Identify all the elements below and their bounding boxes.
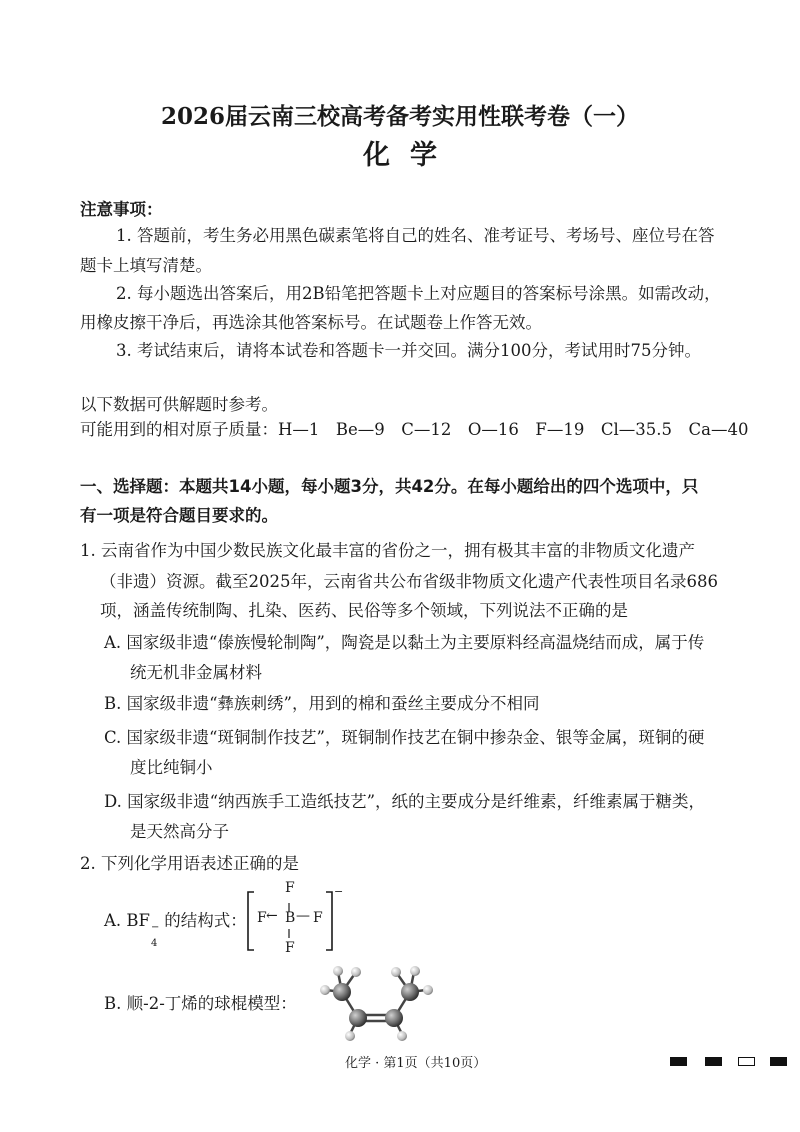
q2-option-b: B. 顺-2-丁烯的球棍模型： <box>104 994 297 1013</box>
struct-f-right: F <box>313 910 323 926</box>
struct-f-top: F <box>285 880 295 896</box>
q1-option-d-cont: 是天然高分子 <box>130 822 229 841</box>
notice-line: 题卡上填写清楚。 <box>80 256 212 275</box>
q1-option-a: A. 国家级非遗“傣族慢轮制陶”，陶瓷是以黏土为主要原料经高温烧结而成，属于传 <box>104 633 705 652</box>
reference-intro: 以下数据可供解题时参考。 <box>80 395 278 414</box>
q2-bf4-superscript: − <box>150 922 160 933</box>
page-footer: 化学 · 第1页（共10页） <box>345 1056 487 1071</box>
section-heading: 有一项是符合题目要求的。 <box>80 506 278 525</box>
notice-line: 3. 考试结束后，请将本试卷和答题卡一并交回。满分100分，考试用时75分钟。 <box>116 341 701 360</box>
section-heading: 一、选择题：本题共14小题，每小题3分，共42分。在每小题给出的四个选项中，只 <box>80 477 699 496</box>
q2-option-a <box>104 911 247 949</box>
q2-option-a-label: A. BF <box>104 911 150 930</box>
q1-option-a-cont: 统无机非金属材料 <box>130 663 262 682</box>
notice-line: 用橡皮擦干净后，再选涂其他答案标号。在试题卷上作答无效。 <box>80 313 542 332</box>
q2-option-a-tail: 的结构式： <box>158 911 247 930</box>
struct-bond-dash: — <box>296 908 310 924</box>
struct-f-bottom: F <box>285 940 295 956</box>
exam-title: 2026届云南三校高考备考实用性联考卷（一） <box>160 103 639 130</box>
q1-stem: 项，涵盖传统制陶、扎染、医药、民俗等多个领域，下列说法不正确的是 <box>100 601 628 620</box>
marker-block <box>770 1057 787 1066</box>
marker-block-hollow <box>738 1057 755 1066</box>
struct-charge: − <box>334 885 344 898</box>
q1-option-c-cont: 度比纯铜小 <box>130 758 213 777</box>
marker-block <box>670 1057 687 1066</box>
notice-line: 1. 答题前，考生务必用黑色碳素笔将自己的姓名、准考证号、考场号、座位号在答 <box>116 226 715 245</box>
marker-block <box>705 1057 722 1066</box>
q2-stem: 2. 下列化学用语表述正确的是 <box>80 854 299 873</box>
notice-heading: 注意事项： <box>80 200 163 219</box>
notice-line: 2. 每小题选出答案后，用2B铅笔把答题卡上对应题目的答案标号涂黑。如需改动， <box>116 284 721 303</box>
q1-stem: 1. 云南省作为中国少数民族文化最丰富的省份之一，拥有极其丰富的非物质文化遗产 <box>80 541 695 560</box>
q1-option-b: B. 国家级非遗“彝族刺绣”，用到的棉和蚕丝主要成分不相同 <box>104 694 540 713</box>
q1-stem: （非遗）资源。截至2025年，云南省共公布省级非物质文化遗产代表性项目名录686 <box>100 572 718 591</box>
q1-option-d: D. 国家级非遗“纳西族手工造纸技艺”，纸的主要成分是纤维素，纤维素属于糖类， <box>104 792 706 811</box>
atomic-masses: 可能用到的相对原子质量：H—1 Be—9 C—12 O—16 F—19 Cl—35.5 Ca—40 <box>80 420 749 439</box>
subject-title: 化学 <box>363 140 457 171</box>
q2-bf4-subscript: 4 <box>150 938 158 949</box>
struct-f-left: F <box>257 910 267 926</box>
coordinate-bond-arrow: ← <box>266 908 278 924</box>
ball-stick-model <box>318 962 438 1044</box>
q1-option-c: C. 国家级非遗“斑铜制作技艺”，斑铜制作技艺在铜中掺杂金、银等金属，斑铜的硬 <box>104 728 705 747</box>
struct-b-center: B <box>285 910 296 926</box>
